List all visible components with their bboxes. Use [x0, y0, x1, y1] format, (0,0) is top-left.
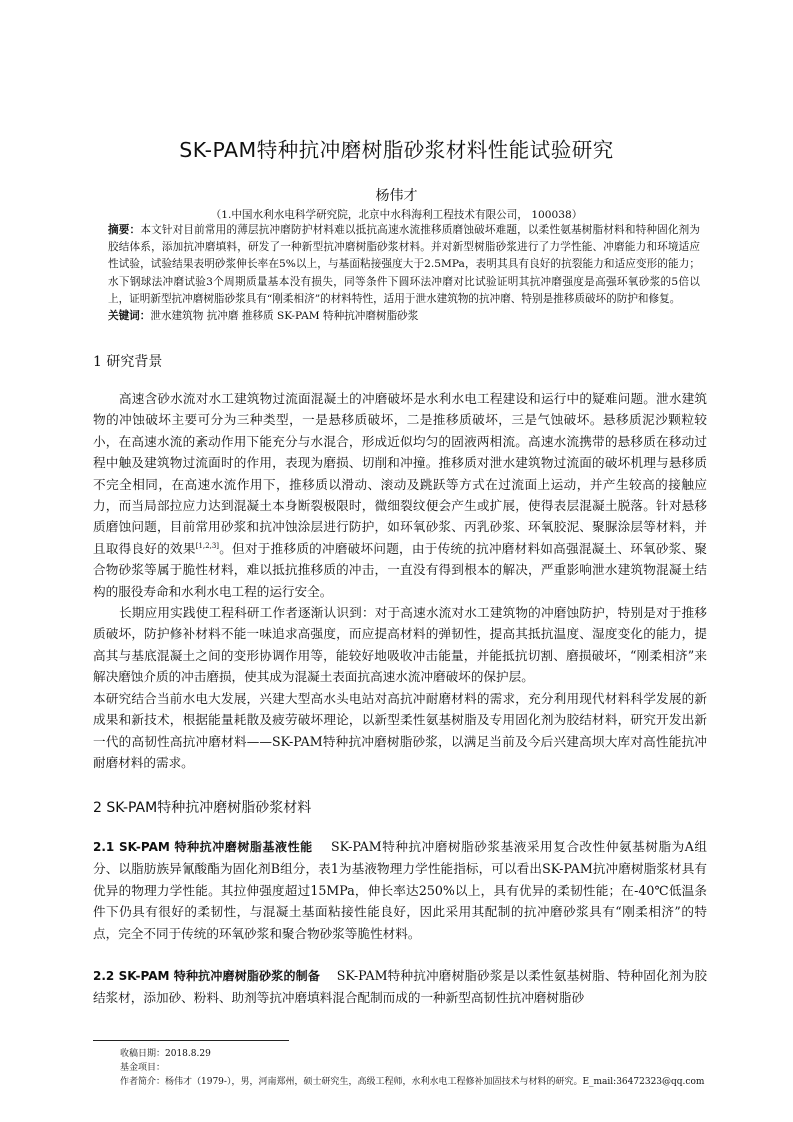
section-2-1-heading: 2.1 SK-PAM 特种抗冲磨树脂基液性能: [93, 840, 313, 854]
footnote-divider: [93, 1040, 289, 1041]
author-affiliation: （1.中国水利水电科学研究院，北京中水科海利工程技术有限公司， 100038）: [210, 209, 583, 221]
keywords: [108, 308, 708, 325]
section-2-1-text: SK-PAM特种抗冲磨树脂砂浆基液采用复合改性仲氨基树脂为A组分、以脂肪族异氰酸酯为固化剂B组分，表1为基液物理力学性能指标，可以看出SK-PAM抗冲磨树脂浆材具有优异的物理力学性能。其拉伸强度超过15MPa，伸长率达250%以上，具有优异的柔韧性能；在-40℃低温条件下仍具有很好的柔韧性，与混凝土基面粘接性能良好，因此采用其配制的抗冲磨砂浆具有“刚柔相济”的特点，完全不同于传统的环氧砂浆和聚合物砂浆等脆性材料。: [93, 839, 708, 941]
abstract: [108, 222, 700, 308]
section-1-paragraph-1: [93, 388, 707, 602]
abstract-text: 本文针对目前常用的薄层抗冲磨防护材料难以抵抗高速水流推移质磨蚀破坏难题，以柔性氨基树脂材料和特种固化剂为胶结体系，添加抗冲磨填料，研发了一种新型抗冲磨树脂砂浆材料。并对新型树脂砂浆进行了力学性能、冲磨能力和环境适应性试验，试验结果表明砂浆伸长率在5%以上，与基面粘接强度大于2.5MPa，表明其具有良好的抗裂能力和适应变形的能力；水下钢球法冲磨试验3个周期质量基本没有损失，同等条件下圆环法冲磨对比试验证明其抗冲磨强度是高强环氧砂浆的5倍以上，证明新型抗冲磨树脂砂浆具有“刚柔相济”的材料特性，适用于泄水建筑物的抗冲磨、特别是推移质破坏的防护和修复。: [108, 224, 701, 305]
paragraph-1-text-b: 。但对于推移质的冲磨破坏问题，由于传统的抗冲磨材料如高强混凝土、环氧砂浆、聚合物砂浆等属于脆性材料，难以抵抗推移质的冲击，一直没有得到根本的解决，严重影响泄水建筑物混凝土结构的服役寿命和水利水电工程的运行安全。: [93, 540, 708, 599]
paragraph-1-text-a: 高速含砂水流对水工建筑物过流面混凝土的冲磨破坏是水利水电工程建设和运行中的疑难问题。泄水建筑物的冲蚀破坏主要可分为三种类型，一是悬移质破坏，二是推移质破坏，三是气蚀破坏。悬移质泥沙颗粒较小，在高速水流的紊动作用下能充分与水混合，形成近似均匀的固液两相流。高速水流携带的悬移质在移动过程中触及建筑物过流面时的作用，表现为磨损、切削和冲撞。推移质对泄水建筑物过流面的破坏机理与悬移质不完全相同，在高速水流作用下，推移质以滑动、滚动及跳跃等方式在过流面上运动，并产生较高的接触应力，而当局部拉应力达到混凝土本身断裂极限时，微细裂纹便会产生或扩展，使得表层混凝土脱落。针对悬移质磨蚀问题，目前常用砂浆和抗冲蚀涂层进行防护，如环氧砂浆、丙乳砂浆、环氧胶泥、聚脲涂层等材料，并且取得良好的效果: [93, 391, 707, 556]
section-2-heading: 2 SK-PAM特种抗冲磨树脂砂浆材料: [93, 800, 312, 816]
section-2-2-text: SK-PAM特种抗冲磨树脂砂浆是以柔性氨基树脂、特种固化剂为胶结浆材，添加砂、粉料、助剂等抗冲磨填料混合配制而成的一种新型高韧性抗冲磨树脂砂: [93, 968, 707, 1006]
section-2-2: [93, 965, 707, 1009]
section-1-heading: 1 研究背景: [93, 354, 163, 370]
paper-title: SK-PAM特种抗冲磨树脂砂浆材料性能试验研究: [179, 138, 614, 162]
footnote-author-bio: 作者简介：杨伟才（1979-），男，河南郑州，硕士研究生，高级工程师，水利水电工程修补加固技术与材料的研究。E_mail:36472323@qq.com: [120, 1077, 705, 1087]
section-2-1: [93, 836, 707, 944]
author-name: 杨伟才: [375, 188, 418, 204]
abstract-label: 摘要：: [108, 224, 141, 236]
citation: [1,2,3]: [195, 541, 220, 550]
keywords-label: 关键词：: [108, 310, 151, 322]
section-1-paragraph-2: 长期应用实践使工程科研工作者逐渐认识到：对于高速水流对水工建筑物的冲磨蚀防护，特别是对于推移质破坏，防护修补材料不能一味追求高强度，而应提高材料的弹韧性，提高其抵抗温度、湿度变化的能力，提高其与基底混凝土之间的变形协调作用等，能较好地吸收冲击能量，并能抵抗切割、磨损破坏，“刚柔相济”来解决磨蚀介质的冲击磨损，使其成为混凝土表面抗高速水流冲磨破坏的保护层。: [93, 605, 707, 685]
section-2-2-heading: 2.2 SK-PAM 特种抗冲磨树脂砂浆的制备: [93, 969, 321, 983]
section-1-paragraph-3: 本研究结合当前水电大发展，兴建大型高水头电站对高抗冲耐磨材料的需求，充分利用现代材料科学发展的新成果和新技术，根据能量耗散及疲劳破坏理论，以新型柔性氨基树脂及专用固化剂为胶结材料，研究开发出新一代的高韧性高抗冲磨材料——SK-PAM特种抗冲磨树脂砂浆，以满足当前及今后兴建高坝大库对高性能抗冲耐磨材料的需求。: [93, 691, 707, 771]
footnote-received: 收稿日期：2018.8.29: [120, 1049, 211, 1059]
footnote-fund: 基金项目：: [120, 1063, 166, 1073]
keywords-text: 泄水建筑物 抗冲磨 推移质 SK-PAM 特种抗冲磨树脂砂浆: [150, 310, 419, 322]
